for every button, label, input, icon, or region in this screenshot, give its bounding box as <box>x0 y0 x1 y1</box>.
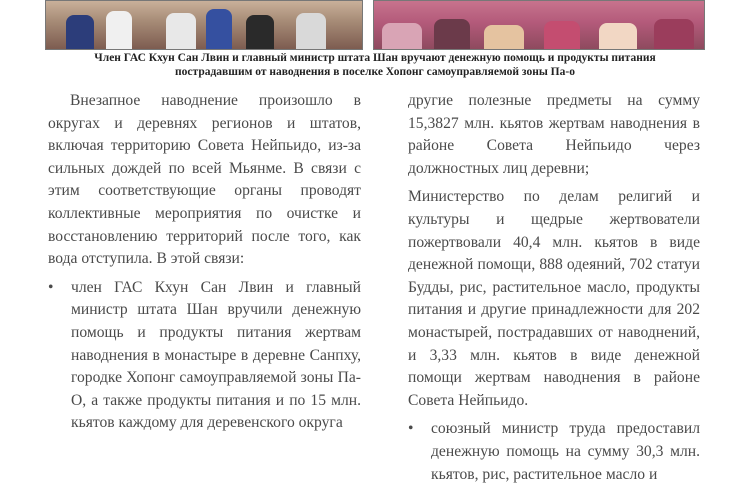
article-column-left <box>48 90 361 435</box>
photo-officials-handover <box>45 0 363 50</box>
bullet-marker: • <box>408 420 414 438</box>
person-figure <box>66 15 94 49</box>
article-column-right <box>408 90 700 486</box>
caption-line-1: Член ГАС Кхун Сан Лвин и главный министр штата Шан вручают денежную помощь и продукты питания <box>94 52 656 64</box>
continuation-paragraph: другие полезные предметы на сумму 15,3827 млн. кьятов жертвам наводнения в районе Совета Нейпьидо через должностных лиц деревни; <box>408 92 700 177</box>
person-figure <box>484 25 524 49</box>
person-figure <box>106 11 132 49</box>
person-figure <box>654 19 694 49</box>
person-figure <box>544 21 580 49</box>
person-figure <box>382 23 422 49</box>
person-figure <box>296 13 326 49</box>
person-figure <box>206 9 232 49</box>
list-item <box>408 418 700 486</box>
bullet-text: член ГАС Кхун Сан Лвин и главный министр штата Шан вручили денежную помощь и продукты питания жертвам наводнения в монастыре в деревне Санпху, городке Хопонг самоуправляемой зоны Па-О, а также продукты питания и по 15 млн. кьятов каждому для деревенского округа <box>71 278 361 432</box>
person-figure <box>599 23 637 49</box>
list-item <box>48 277 361 435</box>
person-figure <box>166 13 196 49</box>
photo-crowd-recipients <box>373 0 705 50</box>
intro-paragraph: Внезапное наводнение произошло в округах и деревнях регионов и штатов, включая территорию Совета Нейпьидо, из-за сильных дождей по всей Мьянме. В связи с этим соответствующие органы проводят коллективные мероприятия по очистке и восстановлению территорий после того, как вода отступила. В этой связи: <box>48 92 361 268</box>
photo-strip <box>45 0 705 50</box>
photo-caption <box>40 52 710 79</box>
ministry-paragraph: Министерство по делам религий и культуры и щедрые жертвователи пожертвовали 40,4 млн. кьятов в виде денежной помощи, 888 одеяний, 702 статуи Будды, рис, растительное масло, продукты питания и другие принадлежности для 202 монастырей, пострадавших от наводнений, и 3,33 млн. кьятов в виде денежной помощи жертвам наводнения в районе Совета Нейпьидо. <box>408 188 700 409</box>
bullet-text: союзный министр труда предоставил денежную помощь на сумму 30,3 млн. кьятов, рис, растительное масло и <box>431 420 700 483</box>
caption-line-2: пострадавшим от наводнения в поселке Хопонг самоуправляемой зоны Па-о <box>175 65 575 78</box>
person-figure <box>246 15 274 49</box>
bullet-marker: • <box>48 278 54 296</box>
person-figure <box>434 19 470 49</box>
